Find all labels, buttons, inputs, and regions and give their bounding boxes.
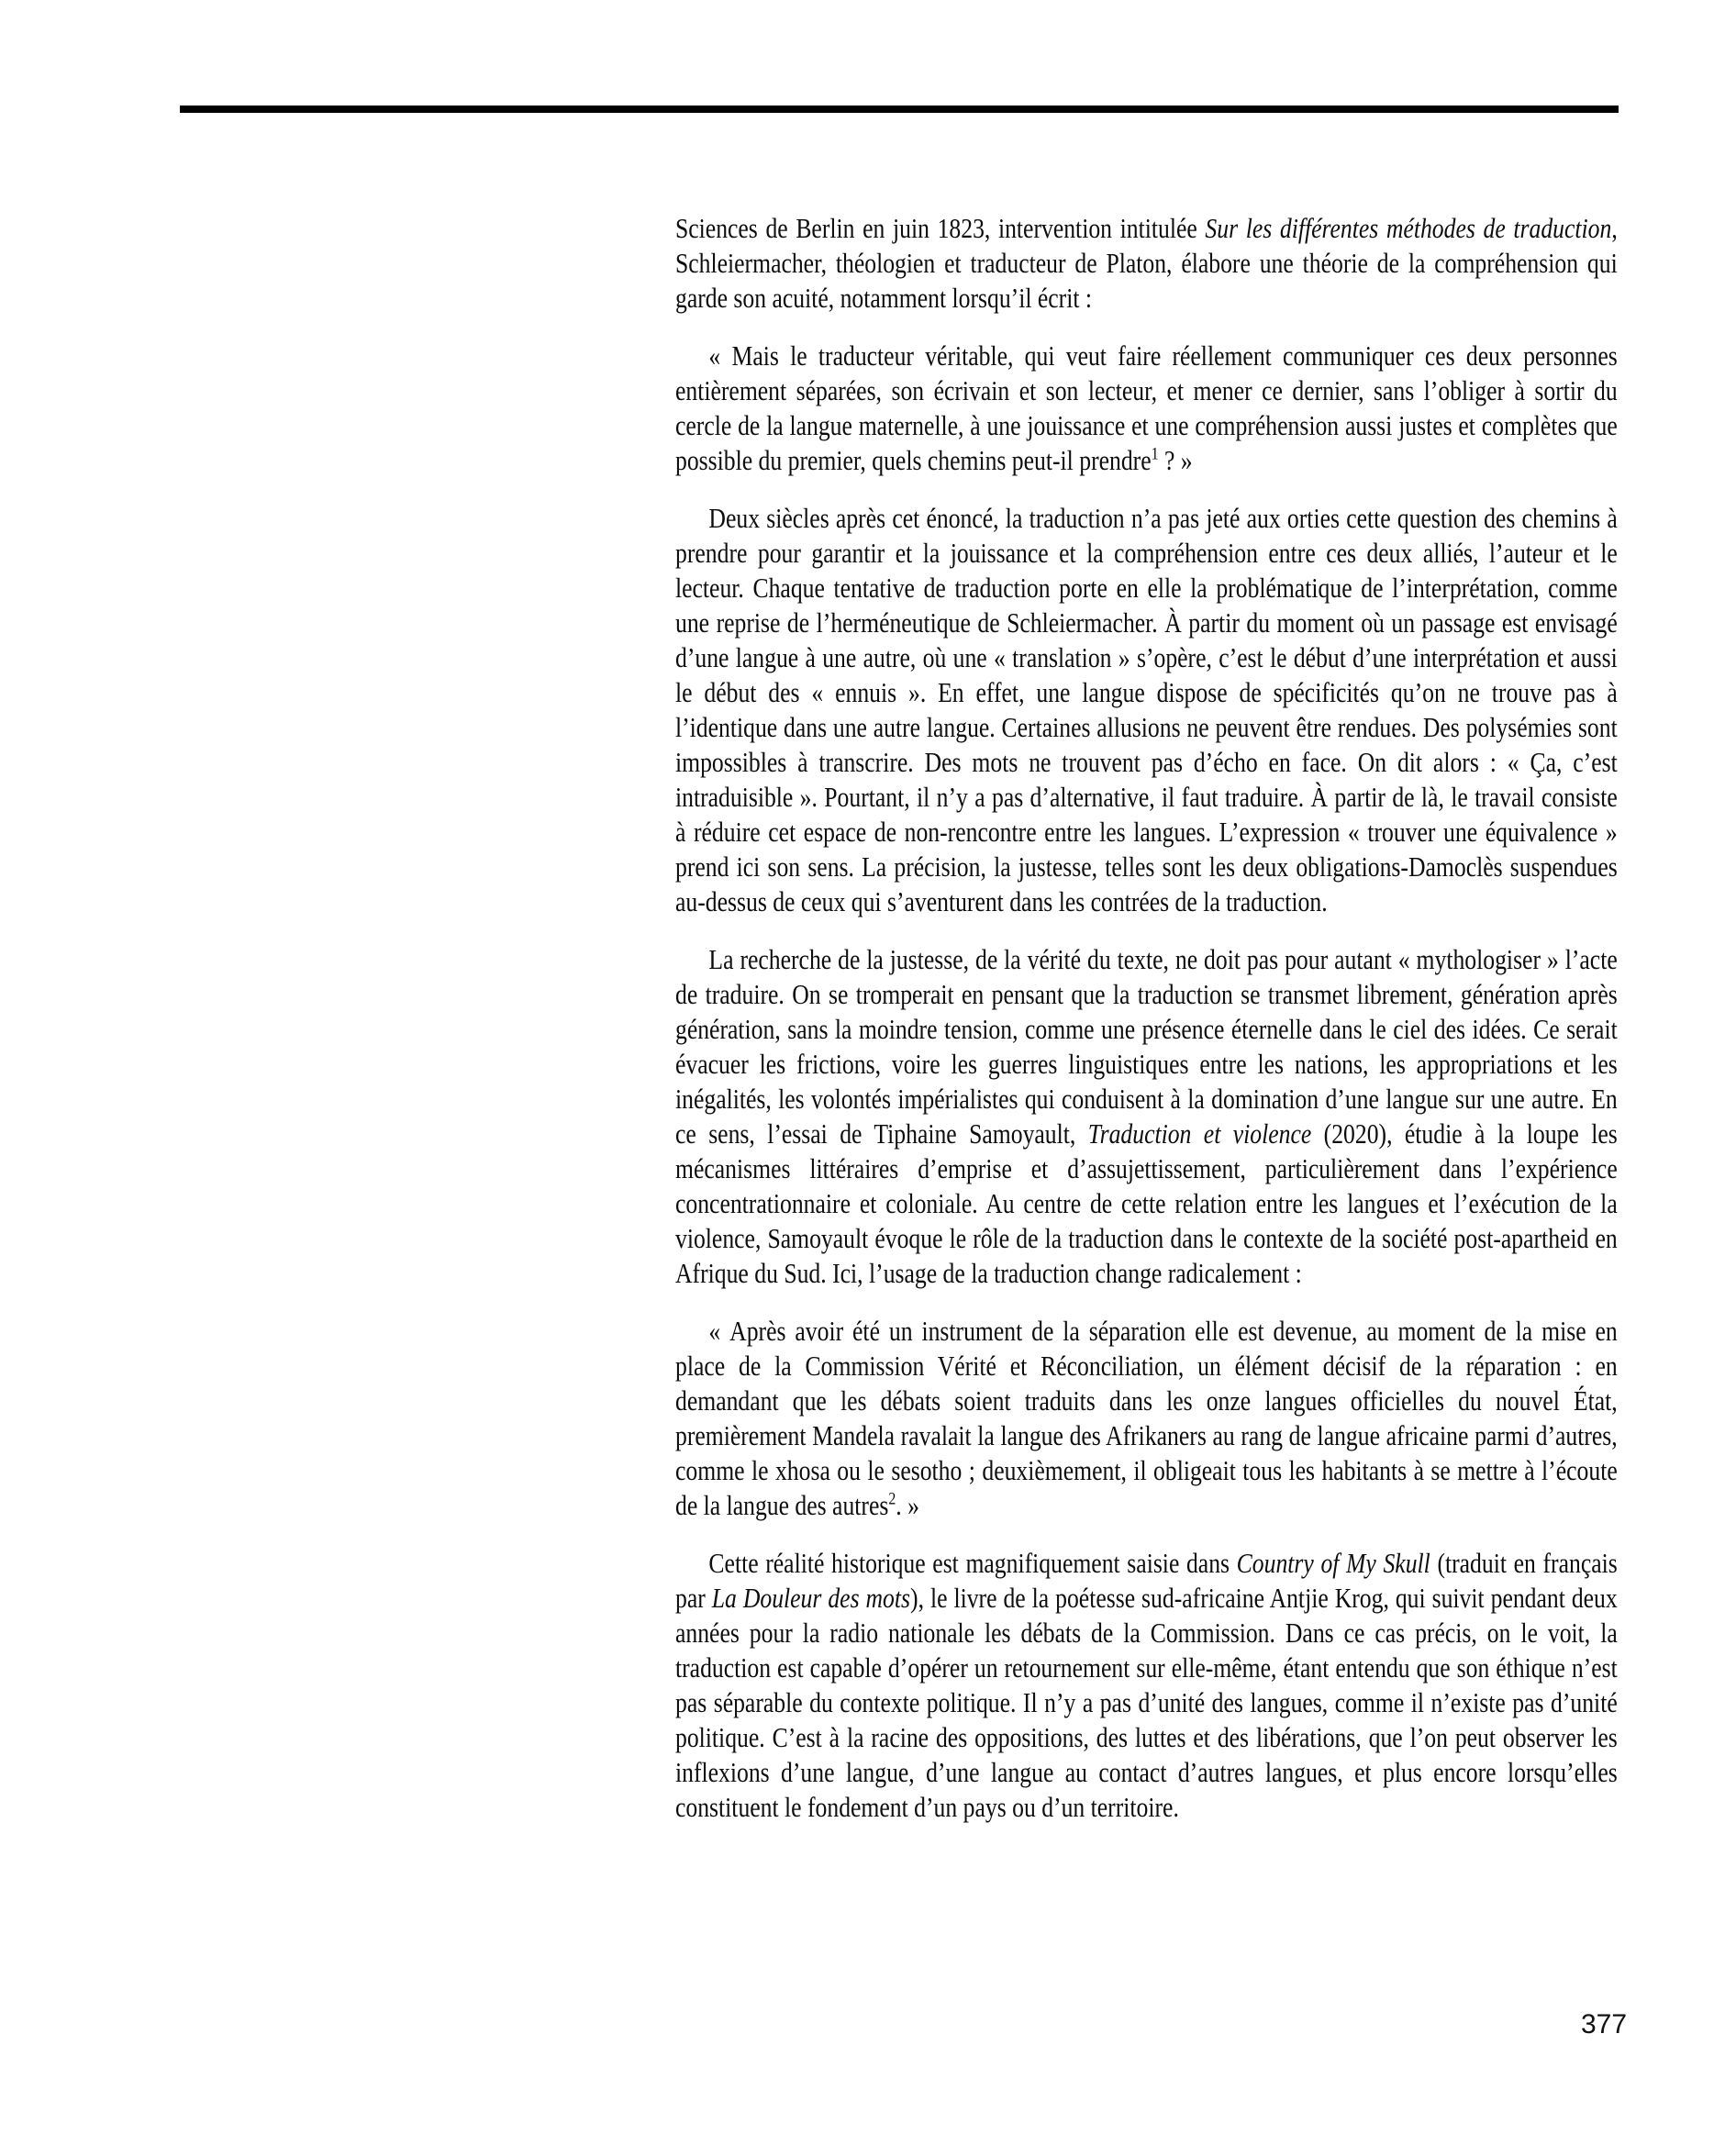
footnote-ref-2: 2 — [888, 1489, 896, 1509]
text-run: . » — [896, 1489, 919, 1521]
essay-title-italic: Sur les différentes méthodes de traduction — [1205, 212, 1612, 244]
quotation-paragraph — [675, 339, 1618, 478]
body-paragraph — [675, 501, 1618, 919]
book-title-italic: Traduction et violence — [1087, 1117, 1312, 1150]
header-rule — [180, 106, 1619, 113]
footnote-ref-1: 1 — [1151, 444, 1159, 464]
body-paragraph — [675, 1546, 1618, 1825]
text-run: ? » — [1158, 444, 1193, 476]
text-run: Sciences de Berlin en juin 1823, intervention intitulée — [675, 212, 1206, 244]
text-run: (2020), étudie à la loupe les mécanismes littéraires d’emprise et d’assujettissement, particulièrement dans l’expérience concentrationnaire et coloniale. Au centre de cette relation entre les langues et l’exécution de la violence, Samoyault évoque le rôle de la traduction dans le contexte de la société post-apartheid en Afrique du Sud. Ici, l’usage de la traduction change radicalement : — [675, 1117, 1618, 1289]
book-title-italic: Country of My Skull — [1236, 1547, 1430, 1579]
quotation-paragraph — [675, 1314, 1618, 1523]
text-run: Deux siècles après cet énoncé, la traduction n’a pas jeté aux orties cette question des chemins à prendre pour garantir et la jouissance et la compréhension entre ces deux alliés, l’auteur et le lecteur. Chaque tentative de traduction porte en elle la problématique de l’interprétation, comme une reprise de l’herméneutique de Schleiermacher. À partir du moment où un passage est envisagé d’une langue à une autre, où une « translation » s’opère, c’est le début d’une interprétation et aussi le début des « ennuis ». En effet, une langue dispose de spécificités qu’on ne trouve pas à l’identique dans une autre langue. Certaines allusions ne peuvent être rendues. Des polysémies sont impossibles à transcrire. Des mots ne trouvent pas d’écho en face. On dit alors : « Ça, c’est intraduisible ». Pourtant, il n’y a pas d’alternative, il faut traduire. À partir de là, le travail consiste à réduire cet espace de non-rencontre entre les langues. L’expression « trouver une équivalence » prend ici son sens. La précision, la justesse, telles sont les deux obligations-Damoclès suspendues au-dessus de ceux qui s’aventurent dans les contrées de la traduction. — [675, 502, 1618, 917]
text-run: Cette réalité historique est magnifiquement saisie dans — [708, 1547, 1237, 1579]
text-column — [675, 211, 1618, 1848]
text-run: « Après avoir été un instrument de la séparation elle est devenue, au moment de la mise en place de la Commission Vérité et Réconciliation, un élément décisif de la réparation : en demandant que les débats soient traduits dans les onze langues officielles du nouvel État, premièrement Mandela ravalait la langue des Afrikaners au rang de langue africaine parmi d’autres, comme le xhosa ou le sesotho ; deuxièmement, il obligeait tous les habitants à se mettre à l’écoute de la langue des autres — [675, 1315, 1618, 1521]
text-run: , Schleiermacher, théologien et traducteur de Platon, élabore une théorie de la compréhension qui garde son acuité, notamment lorsqu’il écrit : — [675, 212, 1618, 314]
body-paragraph-continuation — [675, 211, 1618, 316]
page-number: 377 — [1581, 2009, 1628, 2039]
text-run: (traduit en français par — [675, 1547, 1618, 1614]
text-run: « Mais le traducteur véritable, qui veut faire réellement communiquer ces deux personnes entièrement séparées, son écrivain et son lecteur, et mener ce dernier, sans l’obliger à sortir du cercle de la langue maternelle, à une jouissance et une compréhension aussi justes et complètes que possible du premier, quels chemins peut-il prendre — [675, 339, 1618, 476]
body-paragraph — [675, 942, 1618, 1291]
text-run: ), le livre de la poétesse sud-africaine Antjie Krog, qui suivit pendant deux années pour la radio nationale les débats de la Commission. Dans ce cas précis, on le voit, la traduction est capable d’opérer un retournement sur elle-même, étant entendu que son éthique n’est pas séparable du contexte politique. Il n’y a pas d’unité des langues, comme il n’existe pas d’unité politique. C’est à la racine des oppositions, des luttes et des libérations, que l’on peut observer les inflexions d’une langue, d’une langue au contact d’autres langues, et plus encore lorsqu’elles constituent le fondement d’un pays ou d’un territoire. — [675, 1582, 1618, 1823]
text-run: La recherche de la justesse, de la vérité du texte, ne doit pas pour autant « mythologiser » l’acte de traduire. On se tromperait en pensant que la traduction se transmet librement, génération après génération, sans la moindre tension, comme une présence éternelle dans le ciel des idées. Ce serait évacuer les frictions, voire les guerres linguistiques entre les nations, les appropriations et les inégalités, les volontés impérialistes qui conduisent à la domination d’une langue sur une autre. En ce sens, l’essai de Tiphaine Samoyault, — [675, 943, 1618, 1150]
book-title-italic: La Douleur des mots — [711, 1582, 911, 1614]
